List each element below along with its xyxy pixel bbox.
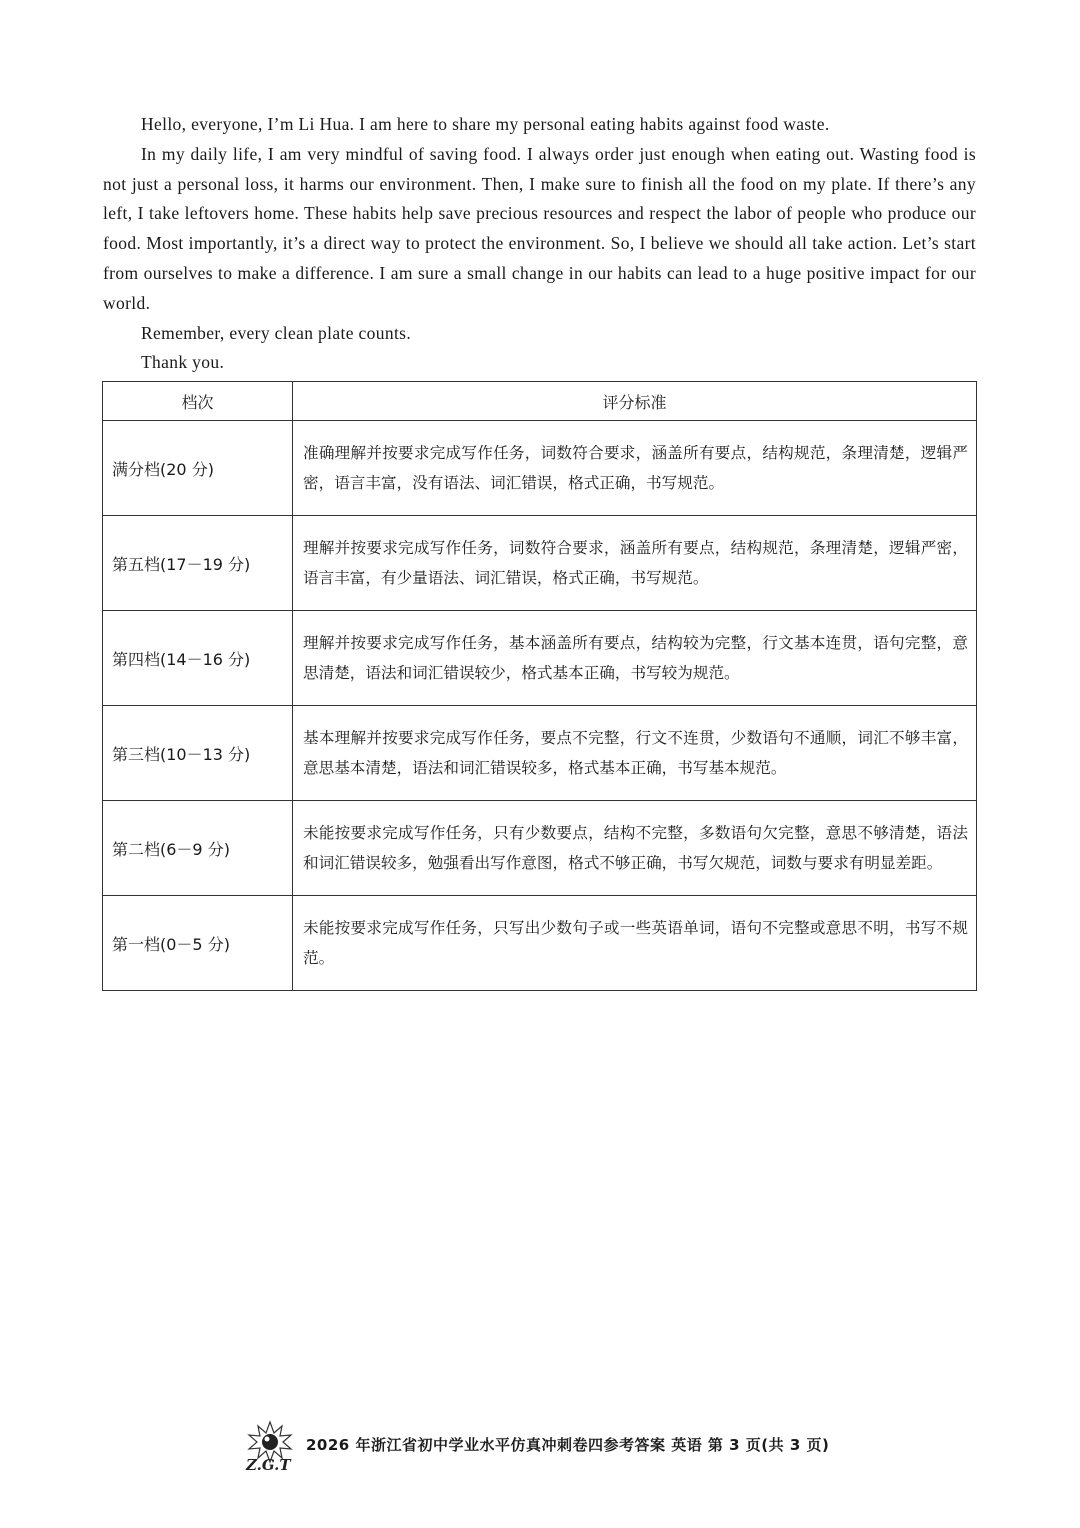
- table-row: [103, 801, 977, 896]
- table-row: [103, 421, 977, 516]
- table-row: [103, 706, 977, 801]
- criteria-cell: 未能按要求完成写作任务，只有少数要点，结构不完整，多数语句欠完整，意思不够清楚，语法和词汇错误较多，勉强看出写作意图，格式不够正确，书写欠规范，词数与要求有明显差距。: [293, 801, 977, 896]
- footer-page-info: 2026 年浙江省初中学业水平仿真冲刺卷四参考答案 英语 第 3 页(共 3 页): [306, 1436, 830, 1454]
- level-cell: 满分档(20 分): [103, 421, 293, 516]
- criteria-cell: 理解并按要求完成写作任务，基本涵盖所有要点，结构较为完整，行文基本连贯，语句完整，意思清楚，语法和词汇错误较少，格式基本正确，书写较为规范。: [293, 611, 977, 706]
- level-cell: 第二档(6－9 分): [103, 801, 293, 896]
- essay-text: [103, 110, 976, 378]
- logo-text: Z.G.T: [246, 1456, 291, 1474]
- scoring-rubric-table: [102, 381, 977, 991]
- header-level: 档次: [103, 382, 293, 421]
- essay-paragraph: Remember, every clean plate counts.: [141, 322, 412, 343]
- sunburst-logo-icon: [240, 1418, 304, 1474]
- table-row: [103, 896, 977, 991]
- essay-paragraph: Hello, everyone, I’m Li Hua. I am here to share my personal eating habits against food waste.: [141, 114, 830, 134]
- level-cell: 第五档(17－19 分): [103, 516, 293, 611]
- level-cell: 第四档(14－16 分): [103, 611, 293, 706]
- header-criteria: 评分标准: [293, 382, 977, 421]
- criteria-cell: 基本理解并按要求完成写作任务，要点不完整，行文不连贯，少数语句不通顺，词汇不够丰富，意思基本清楚，语法和词汇错误较多，格式基本正确，书写基本规范。: [293, 706, 977, 801]
- table-row: [103, 611, 977, 706]
- table-header-row: [103, 382, 977, 421]
- level-cell: 第三档(10－13 分): [103, 706, 293, 801]
- criteria-cell: 未能按要求完成写作任务，只写出少数句子或一些英语单词，语句不完整或意思不明，书写不规范。: [293, 896, 977, 991]
- criteria-cell: 准确理解并按要求完成写作任务，词数符合要求，涵盖所有要点，结构规范，条理清楚，逻辑严密，语言丰富，没有语法、词汇错误，格式正确，书写规范。: [293, 421, 977, 516]
- page-footer: [240, 1418, 880, 1474]
- essay-paragraph: Thank you.: [141, 352, 225, 373]
- table-row: [103, 516, 977, 611]
- criteria-cell: 理解并按要求完成写作任务，词数符合要求，涵盖所有要点，结构规范，条理清楚，逻辑严密，语言丰富，有少量语法、词汇错误，格式正确，书写规范。: [293, 516, 977, 611]
- level-cell: 第一档(0－5 分): [103, 896, 293, 991]
- essay-paragraph: In my daily life, I am very mindful of saving food. I always order just enough when eating out. Wasting food is not just a personal loss, it harms our environment. Then, I make sure to finish all the food on my plate. If there’s any left, I take leftovers home. These habits help save precious resources and respect the labor of people who produce our food. Most importantly, it’s a direct way to protect the environment. So, I believe we should all take action. Let’s start from ourselves to make a difference. I am sure a small change in our habits can lead to a huge positive impact for our world.: [103, 143, 976, 313]
